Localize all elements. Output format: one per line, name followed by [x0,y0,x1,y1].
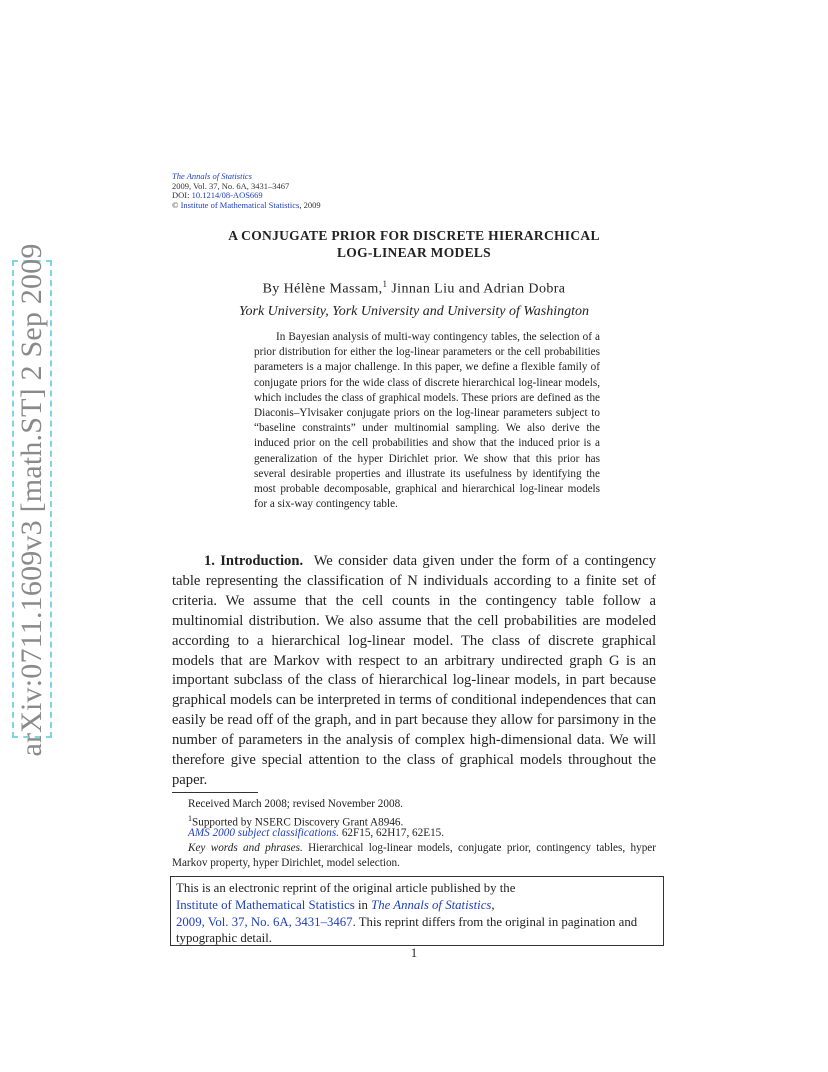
ams-link[interactable]: AMS 2000 subject classifications. [188,827,340,839]
introduction-paragraph [172,552,656,791]
journal-name[interactable]: The Annals of Statistics [172,171,252,181]
reprint-journal-link[interactable]: The Annals of Statistics [371,897,492,912]
copyright-line [172,201,321,211]
title-line-1: A CONJUGATE PRIOR FOR DISCRETE HIERARCHICAL [228,228,600,243]
title-line-2: LOG-LINEAR MODELS [337,245,491,260]
author-rest: Jinnan Liu and Adrian Dobra [387,281,566,297]
introduction-text: We consider data given under the form of a contingency table representing the classification of N individuals according to a finite set of criteria. We assume that the cell counts in the contingency table follow a multinomial distribution. We also assume that the cell probabilities are modeled according to a hierarchical log-linear model. The class of discrete graphical models that are Markov with respect to an arbitrary undirected graph G is an important subclass of the class of hierarchical log-linear models, in part because graphical models can be interpreted in terms of conditional independences that can easily be read off of the graph, and in part because they allow for parsimony in the number of parameters in the analysis of complex high-dimensional data. We will therefore give special attention to the class of graphical models throughout the paper. [172,553,657,788]
author-by: By Hélène Massam, [262,281,383,297]
arxiv-identifier[interactable]: arXiv:0711.1609v3 [math.ST] 2 Sep 2009 [15,243,48,757]
keywords-text: Hierarchical log-linear models, conjugate prior, contingency tables, hyper Markov property, hyper Dirichlet, model selection. [172,842,656,869]
journal-header [172,172,321,210]
doi-link[interactable]: 10.1214/08-AOS669 [191,190,263,200]
ams-codes: 62F15, 62H17, 62E15. [339,827,445,839]
footnote-received [172,797,656,812]
copyright-icon: © [172,199,179,210]
paper-title [172,227,656,261]
volume-line: 2009, Vol. 37, No. 6A, 3431–3467 [172,180,290,191]
copyright-year: , 2009 [299,199,321,210]
footnote-keywords [172,841,656,870]
reprint-text-4: . This reprint differs from the original in pagination and typographic detail. [176,914,638,946]
affiliation: York University, York University and University of Washington [239,304,589,319]
reprint-volume-link[interactable]: 2009, Vol. 37, No. 6A, 3431–3467 [176,914,353,929]
reprint-ims-link[interactable]: Institute of Mathematical Statistics [176,897,355,912]
received-text: Received March 2008; revised November 2008. [188,798,403,810]
keywords-label: Key words and phrases. [188,842,303,854]
doi-label: DOI: [172,190,190,200]
reprint-notice [170,876,664,946]
arxiv-sidebar [10,243,56,757]
reprint-text-2: in [354,897,372,912]
author-footnote-mark: 1 [382,279,388,289]
footnote-1-mark: 1 [188,814,192,823]
section-heading: 1. Introduction. [204,553,304,569]
page-number: 1 [410,946,418,960]
reprint-text-3: , [491,897,495,912]
footnote-ams [172,826,656,841]
abstract: In Bayesian analysis of multi-way contingency tables, the selection of a prior distribution for either the log-linear parameters or the cell probabilities parameters is a major challenge. In this paper, we define a flexible family of conjugate priors for the wide class of discrete hierarchical log-linear models, which includes the class of graphical models. These priors are defined as the Diaconis–Ylvisaker conjugate priors on the log-linear parameters subject to “baseline constraints” under multinomial sampling. We also derive the induced prior on the cell probabilities and show that the induced prior is a generalization of the hyper Dirichlet prior. We show that this prior has several desirable properties and illustrate its usefulness by identifying the most probable decomposable, graphical and hierarchical log-linear models for a six-way contingency table. [254,331,600,511]
ims-link[interactable]: Institute of Mathematical Statistics [180,199,300,210]
footnote-rule [172,792,258,793]
author-line [172,279,656,298]
reprint-text-1: This is an electronic reprint of the original article published by the [176,881,516,895]
footnote-1-text: Supported by NSERC Discovery Grant A8946. [192,816,404,829]
